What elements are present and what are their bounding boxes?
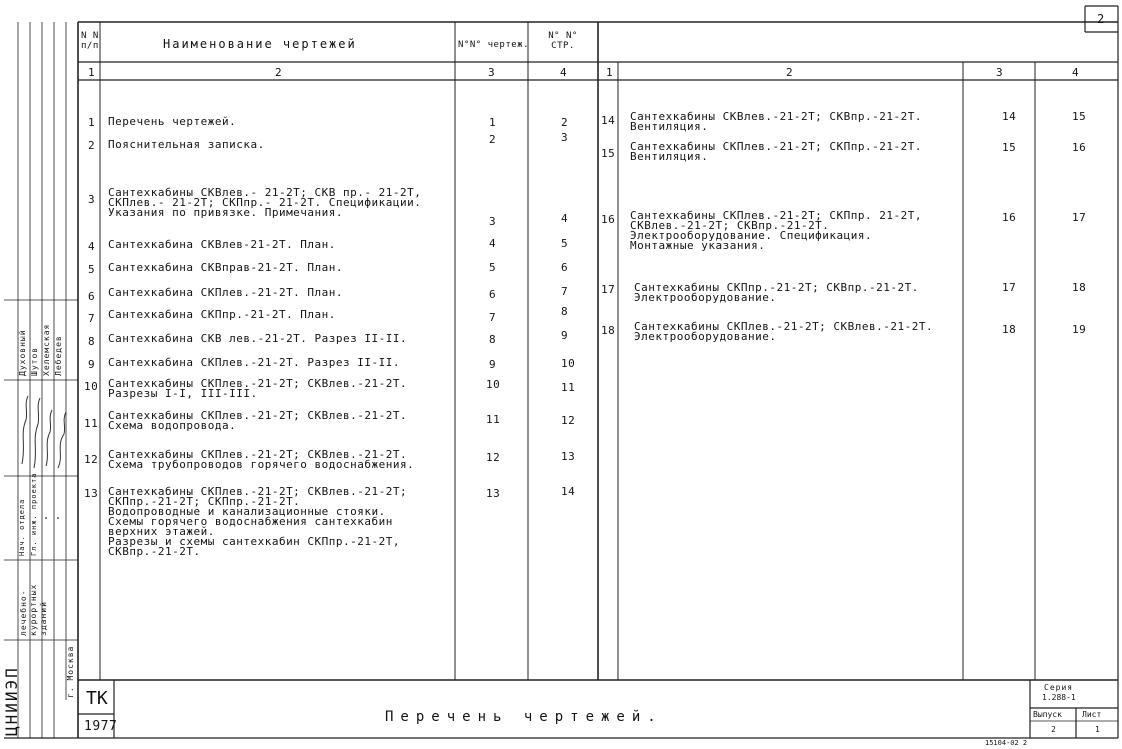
row-title: Сантехкабины СКПлев.-21-2Т; СКПпр. 21-2Т, СКВлев.-21-2Т; СКВпр.-21-2Т. Электрооборудование. Спецификация. Монтажные указания.: [630, 209, 923, 252]
row-page-no: 17: [1072, 211, 1087, 224]
row-title: Сантехкабины СКВлев.- 21-2Т; СКВ пр.- 21-2Т, СКПлев.- 21-2Т; СКПпр.- 21-2Т. Спецификации. Указания по привязке. Примечания.: [108, 186, 422, 219]
row-drawing-no: 15: [1002, 141, 1017, 154]
role-2: Гл. инж. проекта: [30, 472, 38, 556]
row-title: Сантехкабина СКВправ-21-2Т. План.: [108, 261, 344, 274]
row-title: Сантехкабины СКПлев.-21-2Т; СКВлев.-21-2Т. Электрооборудование.: [634, 320, 934, 343]
row-drawing-no: 1: [489, 116, 497, 129]
row-drawing-no: 3: [489, 215, 497, 228]
index-left-4: 4: [560, 66, 568, 79]
row-number: 11: [84, 417, 99, 430]
row-drawing-no: 13: [486, 487, 501, 500]
row-page-no: 6: [561, 261, 569, 274]
index-right-3: 3: [996, 66, 1004, 79]
role-4: ": [56, 514, 64, 520]
row-drawing-no: 6: [489, 288, 497, 301]
row-page-no: 18: [1072, 281, 1087, 294]
row-number: 10: [84, 380, 99, 393]
row-page-no: 13: [561, 450, 576, 463]
row-number: 2: [88, 139, 96, 152]
row-number: 7: [88, 312, 96, 325]
row-number: 8: [88, 335, 96, 348]
org-name: ЦНИИЭП: [2, 666, 21, 736]
row-drawing-no: 4: [489, 237, 497, 250]
row-title: Сантехкабина СКВ лев.-21-2Т. Разрез II-II.: [108, 332, 408, 345]
series-label: Серия: [1044, 683, 1074, 692]
drawing-title: Перечень чертежей.: [385, 709, 663, 725]
row-page-no: 8: [561, 305, 569, 318]
column-header-name: Наименование чертежей: [163, 37, 357, 51]
row-page-no: 7: [561, 285, 569, 298]
row-number: 13: [84, 487, 99, 500]
row-drawing-no: 14: [1002, 110, 1017, 123]
sheet-number: 2: [1097, 12, 1105, 26]
row-title: Сантехкабины СКПлев.-21-2Т; СКПпр.-21-2Т. Вентиляция.: [630, 140, 923, 163]
row-page-no: 16: [1072, 141, 1087, 154]
row-page-no: 11: [561, 381, 576, 394]
role-3: ": [44, 514, 52, 520]
row-title: Пояснительная записка.: [108, 138, 265, 151]
row-drawing-no: 16: [1002, 211, 1017, 224]
sheet-value: 1: [1095, 725, 1100, 734]
column-header-drawing-no: N°N° чертеж.: [458, 40, 530, 50]
name-4: Лебедев: [54, 335, 63, 376]
row-drawing-no: 9: [489, 358, 497, 371]
index-right-2: 2: [786, 66, 794, 79]
row-number: 18: [601, 324, 616, 337]
row-drawing-no: 10: [486, 378, 501, 391]
row-page-no: 3: [561, 131, 569, 144]
index-right-1: 1: [606, 66, 614, 79]
row-drawing-no: 8: [489, 333, 497, 346]
column-header-num: N N п/п: [81, 31, 99, 51]
row-drawing-no: 11: [486, 413, 501, 426]
org-subtitle: лечебно-курортных зданий: [19, 583, 48, 636]
row-number: 9: [88, 358, 96, 371]
row-title: Сантехкабины СКПлев.-21-2Т; СКВлев.-21-2Т. Схема водопровода.: [108, 409, 408, 432]
row-number: 12: [84, 453, 99, 466]
row-number: 14: [601, 114, 616, 127]
row-page-no: 10: [561, 357, 576, 370]
row-page-no: 15: [1072, 110, 1087, 123]
row-page-no: 9: [561, 329, 569, 342]
row-title: Сантехкабины СКПлев.-21-2Т; СКВлев.-21-2Т. Разрезы I-I, III-III.: [108, 377, 408, 400]
row-title: Сантехкабины СКПлев.-21-2Т; СКВлев.-21-2Т; СКПпр.-21-2Т; СКПпр.-21-2Т. Водопроводные и канализационные стояки. Схемы горячего водоснабжения сантехкабин верхних этажей. Разрезы и схемы сантехкабин СКПпр.-21-2Т, СКВпр.-21-2Т.: [108, 485, 408, 558]
print-number: 15104-02 2: [985, 739, 1028, 747]
row-page-no: 4: [561, 212, 569, 225]
row-title: Сантехкабины СКПлев.-21-2Т; СКВлев.-21-2Т. Схема трубопроводов горячего водоснабжения.: [108, 448, 415, 471]
name-1: Духовный: [18, 329, 27, 376]
row-drawing-no: 7: [489, 311, 497, 324]
row-page-no: 14: [561, 485, 576, 498]
role-1: Нач. отдела: [18, 498, 26, 556]
index-left-1: 1: [88, 66, 96, 79]
row-page-no: 19: [1072, 323, 1087, 336]
row-drawing-no: 12: [486, 451, 501, 464]
row-number: 5: [88, 263, 96, 276]
row-number: 1: [88, 116, 96, 129]
index-left-3: 3: [488, 66, 496, 79]
index-right-4: 4: [1072, 66, 1080, 79]
row-title: Сантехкабина СКПпр.-21-2Т. План.: [108, 308, 336, 321]
row-title: Перечень чертежей.: [108, 115, 237, 128]
row-drawing-no: 17: [1002, 281, 1017, 294]
issue-label: Выпуск: [1033, 710, 1062, 719]
sheet-label: Лист: [1082, 710, 1102, 719]
city-label: г. Москва: [66, 645, 75, 698]
row-number: 16: [601, 213, 616, 226]
row-title: Сантехкабина СКПлев.-21-2Т. План.: [108, 286, 344, 299]
project-year: 1977: [84, 719, 118, 734]
signatures: [18, 384, 78, 474]
row-drawing-no: 18: [1002, 323, 1017, 336]
name-2: Шутов: [30, 346, 39, 376]
row-drawing-no: 5: [489, 261, 497, 274]
project-code: ТК: [86, 688, 108, 709]
row-number: 17: [601, 283, 616, 296]
column-header-page-no: N° N° СТР.: [548, 31, 578, 51]
row-title: Сантехкабина СКПлев.-21-2Т. Разрез II-II.: [108, 356, 401, 369]
index-left-2: 2: [275, 66, 283, 79]
issue-value: 2: [1051, 725, 1056, 734]
row-number: 4: [88, 240, 96, 253]
row-number: 15: [601, 147, 616, 160]
row-title: Сантехкабины СКПпр.-21-2Т; СКВпр.-21-2Т. Электрооборудование.: [634, 281, 919, 304]
name-3: Хелемская: [42, 323, 51, 376]
row-page-no: 12: [561, 414, 576, 427]
row-drawing-no: 2: [489, 133, 497, 146]
row-page-no: 5: [561, 237, 569, 250]
row-page-no: 2: [561, 116, 569, 129]
row-number: 3: [88, 193, 96, 206]
row-title: Сантехкабины СКВлев.-21-2Т; СКВпр.-21-2Т. Вентиляция.: [630, 110, 923, 133]
row-title: Сантехкабина СКВлев-21-2Т. План.: [108, 238, 336, 251]
series-value: 1.288-1: [1042, 693, 1076, 702]
row-number: 6: [88, 290, 96, 303]
